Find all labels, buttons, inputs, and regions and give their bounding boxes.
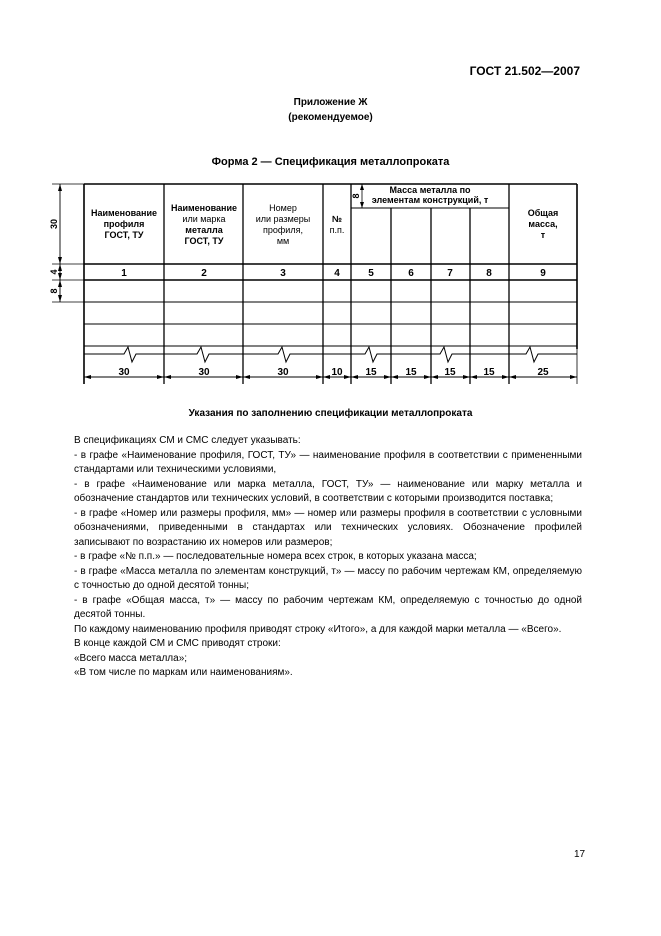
instruction-paragraph: - в графе «Наименование или марка металла, ГОСТ, ТУ» — наименование или марку металла и обозначение стандартов или технических условий, в соответствии с которыми производится поставка; bbox=[74, 478, 582, 504]
col2-header-line3: металла bbox=[185, 225, 223, 235]
column-width-6: 15 bbox=[405, 367, 417, 378]
mass-group-header-line1: Масса металла по bbox=[389, 185, 471, 195]
instruction-paragraph: - в графе «Масса металла по элементам конструкций, т» — массу по рабочим чертежам КМ, определяемую с точностью до одной десятой тонны; bbox=[74, 565, 582, 591]
column-width-7: 15 bbox=[444, 367, 456, 378]
col4-header-line1: № bbox=[331, 214, 343, 224]
instruction-paragraph: В конце каждой СМ и СМС приводят строки: bbox=[74, 638, 281, 649]
column-width-4: 10 bbox=[331, 367, 343, 378]
instruction-paragraph: - в графе «Наименование профиля, ГОСТ, ТУ» — наименование профиля в соответствии с примененными стандартами или техническими условиями, bbox=[74, 449, 582, 475]
col1-header-line3: ГОСТ, ТУ bbox=[104, 230, 144, 240]
column-number-3: 3 bbox=[280, 268, 286, 279]
column-width-9: 25 bbox=[537, 367, 549, 378]
appendix-subtitle: (рекомендуемое) bbox=[288, 112, 373, 123]
specification-form-table bbox=[0, 0, 661, 400]
instruction-paragraph: «Всего масса металла»; bbox=[74, 652, 188, 664]
instruction-paragraph: - в графе «Общая масса, т» — массу по рабочим чертежам КМ, определяемую с точностью до одной десятой тонны. bbox=[74, 594, 582, 620]
mass-group-header-line2: элементам конструкций, т bbox=[371, 195, 489, 205]
instruction-paragraph: «В том числе по маркам или наименованиям». bbox=[74, 667, 293, 678]
column-width-8: 15 bbox=[483, 367, 495, 378]
col3-header-line3: профиля, bbox=[263, 225, 303, 235]
col2-header-line2: или марка bbox=[182, 214, 226, 224]
col9-header-line2: масса, bbox=[528, 219, 558, 229]
row-height-header: 30 bbox=[49, 218, 59, 230]
column-width-3: 30 bbox=[277, 367, 289, 378]
column-number-7: 7 bbox=[447, 268, 453, 279]
instructions-body bbox=[74, 434, 582, 681]
instruction-paragraph: По каждому наименованию профиля приводят строку «Итого», а для каждой марки металла — «Всего». bbox=[74, 623, 562, 635]
instruction-paragraph: В спецификациях СМ и СМС следует указывать: bbox=[74, 435, 301, 446]
col2-header-line4: ГОСТ, ТУ bbox=[184, 236, 224, 246]
col1-header-line1: Наименование bbox=[90, 208, 158, 218]
appendix-title: Приложение Ж bbox=[293, 97, 368, 108]
row-height-numbers: 4 bbox=[49, 269, 59, 275]
column-number-4: 4 bbox=[334, 268, 340, 279]
col3-header-line4: мм bbox=[276, 236, 290, 246]
instruction-paragraph: - в графе «№ п.п.» — последовательные номера всех строк, в которых указана масса; bbox=[74, 551, 477, 562]
group-header-height: 8 bbox=[351, 193, 361, 199]
column-number-5: 5 bbox=[368, 268, 374, 279]
col9-header-line1: Общая bbox=[527, 208, 559, 218]
column-number-1: 1 bbox=[121, 268, 127, 279]
form-title: Форма 2 — Спецификация металлопроката bbox=[211, 156, 450, 168]
column-width-2: 30 bbox=[198, 367, 210, 378]
column-number-6: 6 bbox=[408, 268, 414, 279]
row-height-row: 8 bbox=[49, 288, 59, 294]
column-number-9: 9 bbox=[540, 268, 546, 279]
instructions-title: Указания по заполнению спецификации металлопроката bbox=[188, 408, 473, 419]
col2-header-line1: Наименование bbox=[170, 203, 238, 213]
col3-header-line2: или размеры bbox=[255, 214, 311, 224]
page-number: 17 bbox=[574, 849, 586, 860]
column-number-2: 2 bbox=[201, 268, 207, 279]
col1-header-line2: профиля bbox=[103, 219, 145, 229]
standard-designation: ГОСТ 21.502—2007 bbox=[469, 64, 580, 78]
col4-header-line2: п.п. bbox=[329, 225, 345, 235]
instruction-paragraph: - в графе «Номер или размеры профиля, мм» — номер или размеры профиля в соответствии с условными обозначениями, приведенными в стандартах или технических условиях. Обозначение профилей записывают по возрастанию их номеров или размеров; bbox=[74, 507, 582, 548]
column-width-5: 15 bbox=[365, 367, 377, 378]
column-number-8: 8 bbox=[486, 268, 492, 279]
col3-header-line1: Номер bbox=[269, 203, 297, 213]
column-width-1: 30 bbox=[118, 367, 130, 378]
col9-header-line3: т bbox=[540, 230, 546, 240]
